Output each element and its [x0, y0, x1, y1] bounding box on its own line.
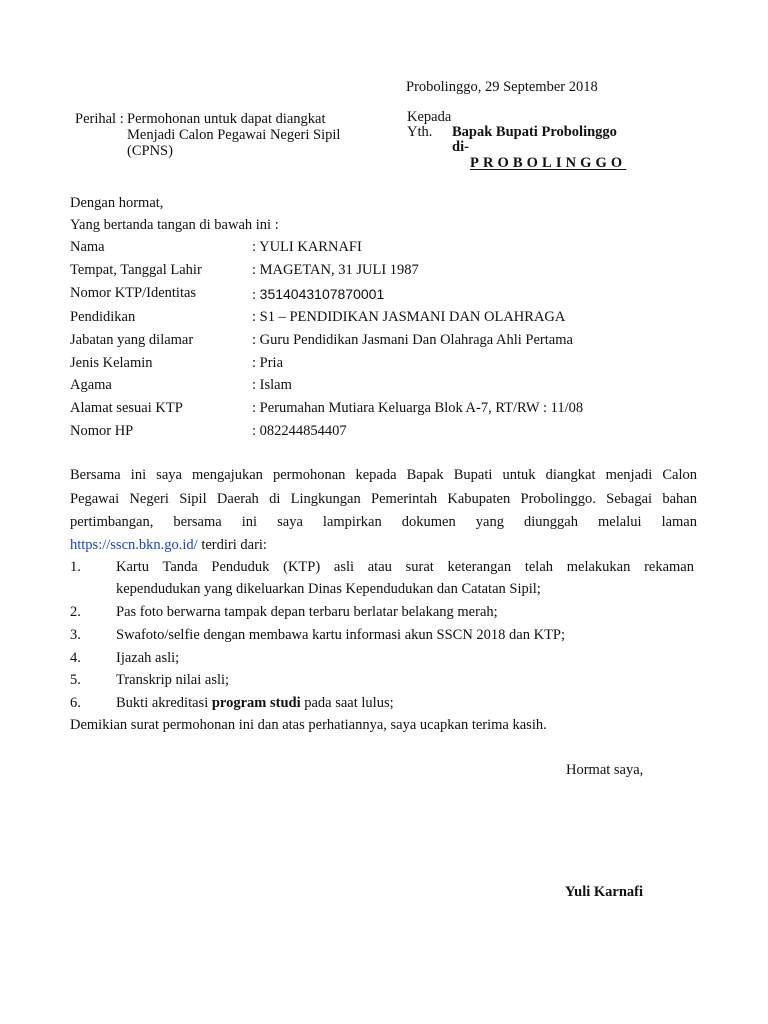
perihal-line: Menjadi Calon Pegawai Negeri Sipil — [127, 127, 341, 143]
field-value: : Perumahan Mutiara Keluarga Blok A-7, RT/RW : 11/08 — [252, 400, 584, 416]
list-text — [116, 695, 394, 712]
body-line — [70, 537, 267, 554]
intro-line: Yang bertanda tangan di bawah ini : — [70, 217, 279, 233]
field-label: Tempat, Tanggal Lahir — [70, 262, 202, 278]
field-label: Nomor KTP/Identitas — [70, 285, 197, 301]
sscn-link[interactable]: https://sscn.bkn.go.id/ — [70, 537, 198, 553]
field-label: Agama — [70, 377, 112, 393]
list-text: Pas foto berwarna tampak depan terbaru berlatar belakang merah; — [116, 604, 498, 620]
perihal-label: Perihal : — [75, 111, 124, 127]
field-value: : MAGETAN, 31 JULI 1987 — [252, 262, 419, 278]
kepada-label: Kepada — [407, 109, 452, 125]
place-date: Probolinggo, 29 September 2018 — [406, 79, 598, 95]
list-text-part: pada saat lulus; — [300, 695, 394, 711]
field-value: : Islam — [252, 377, 292, 393]
list-number: 6. — [70, 695, 81, 711]
list-number: 5. — [70, 672, 81, 688]
list-text: Swafoto/selfie dengan membawa kartu informasi akun SSCN 2018 dan KTP; — [116, 627, 566, 643]
list-text: Kartu Tanda Penduduk (KTP) asli atau surat keterangan telah melakukan rekaman — [116, 559, 694, 575]
body-line: Bersama ini saya mengajukan permohonan kepada Bapak Bupati untuk diangkat menjadi Calon — [70, 467, 697, 483]
field-label: Jenis Kelamin — [70, 355, 153, 371]
list-text: kependudukan yang dikeluarkan Dinas Kependudukan dan Catatan Sipil; — [116, 581, 541, 597]
perihal-line: Permohonan untuk dapat diangkat — [127, 111, 326, 127]
ktp-number: 3514043107870001 — [259, 286, 385, 302]
list-number: 1. — [70, 559, 81, 575]
greeting: Dengan hormat, — [70, 195, 164, 211]
body-link-suffix: terdiri dari: — [197, 537, 267, 553]
field-label: Alamat sesuai KTP — [70, 400, 183, 416]
signer-name: Yuli Karnafi — [565, 884, 644, 900]
field-value-prefix: : — [252, 287, 260, 303]
field-value — [252, 286, 384, 304]
recipient-di: di- — [452, 139, 469, 155]
list-text: Transkrip nilai asli; — [116, 672, 230, 688]
perihal-line: (CPNS) — [127, 143, 173, 159]
closing-text: Demikian surat permohonan ini dan atas perhatiannya, saya ucapkan terima kasih. — [70, 717, 547, 733]
recipient-city: PROBOLINGGO — [470, 155, 627, 171]
recipient-name: Bapak Bupati Probolinggo — [452, 124, 617, 140]
list-text: Ijazah asli; — [116, 650, 180, 666]
regards: Hormat saya, — [566, 762, 644, 778]
list-number: 4. — [70, 650, 81, 666]
list-text-part: Bukti akreditasi — [116, 695, 212, 711]
list-number: 2. — [70, 604, 81, 620]
field-label: Nomor HP — [70, 423, 134, 439]
field-value: : 082244854407 — [252, 423, 347, 439]
field-value: : Guru Pendidikan Jasmani Dan Olahraga Ahli Pertama — [252, 332, 573, 348]
field-value: : YULI KARNAFI — [252, 239, 362, 255]
yth-label: Yth. — [407, 124, 433, 140]
field-label: Jabatan yang dilamar — [70, 332, 194, 348]
field-label: Pendidikan — [70, 309, 136, 325]
list-number: 3. — [70, 627, 81, 643]
field-value: : S1 – PENDIDIKAN JASMANI DAN OLAHRAGA — [252, 309, 566, 325]
field-value: : Pria — [252, 355, 284, 371]
list-text-bold: program studi — [211, 695, 301, 711]
field-label: Nama — [70, 239, 105, 255]
body-line: pertimbangan, bersama ini saya lampirkan dokumen yang diunggah melalui laman — [70, 514, 697, 530]
body-line: Pegawai Negeri Sipil Daerah di Lingkungan Pemerintah Kabupaten Probolinggo. Sebagai bahan — [70, 491, 697, 507]
